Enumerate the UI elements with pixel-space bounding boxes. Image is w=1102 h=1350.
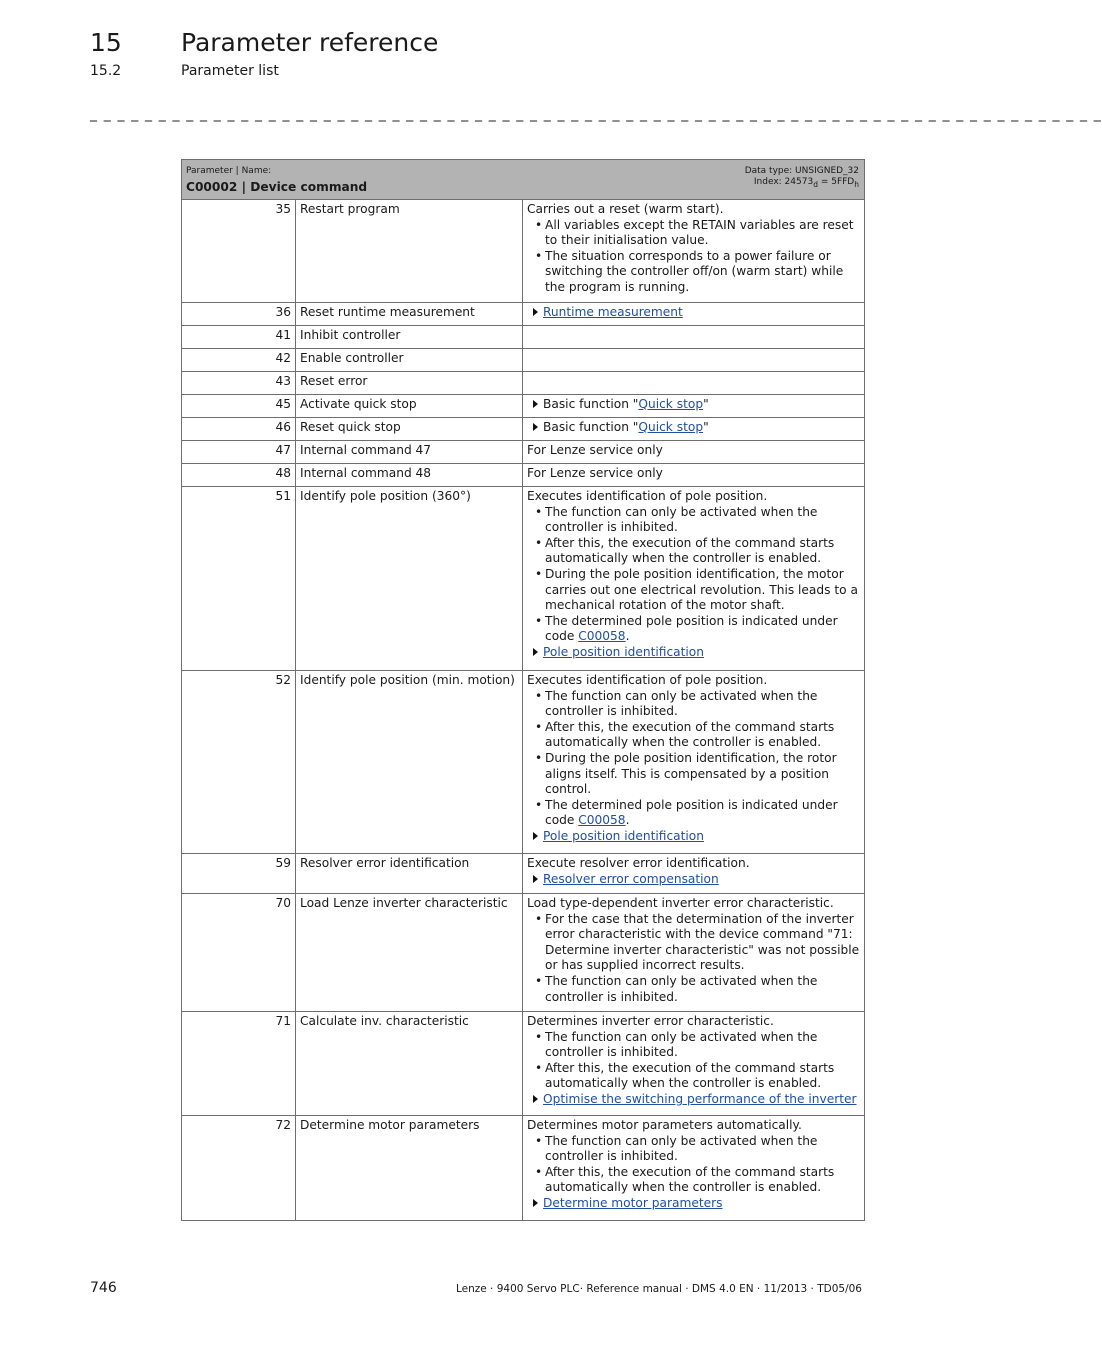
table-row [182, 303, 865, 326]
command-description [523, 326, 865, 349]
command-number: 70 [182, 894, 296, 1012]
table-header-cell [182, 160, 865, 200]
command-number: 35 [182, 200, 296, 303]
command-description [523, 418, 865, 441]
description-text: Executes identification of pole position. [527, 489, 768, 503]
table-row [182, 326, 865, 349]
command-name: Internal command 47 [296, 441, 523, 464]
index-eq: = 5FFD [817, 177, 855, 187]
reference-link[interactable]: Optimise the switching performance of the inverter [543, 1091, 857, 1106]
triangle-right-icon [533, 832, 538, 840]
command-name: Load Lenze inverter characteristic [296, 894, 523, 1012]
command-description [523, 487, 865, 671]
bullet-item [545, 614, 860, 645]
reference-link[interactable]: Resolver error compensation [543, 871, 719, 886]
command-description [523, 395, 865, 418]
cross-reference [527, 1092, 860, 1108]
bullet-list [527, 689, 860, 829]
link-prefix: Basic function " [543, 397, 639, 411]
command-description [523, 372, 865, 395]
command-description [523, 671, 865, 854]
cross-reference [527, 1196, 860, 1212]
table-row [182, 464, 865, 487]
link-prefix: Basic function " [543, 420, 639, 434]
command-number: 72 [182, 1116, 296, 1221]
command-number: 48 [182, 464, 296, 487]
command-number: 41 [182, 326, 296, 349]
triangle-right-icon [533, 648, 538, 656]
bullet-item: • The situation corresponds to a power failure or switching the controller off/on (warm start) while the program is running. [545, 249, 860, 296]
code-link[interactable]: C00058 [578, 629, 626, 644]
reference-link[interactable]: Runtime measurement [543, 305, 683, 319]
reference-link[interactable]: Quick stop [638, 397, 704, 411]
command-name: Inhibit controller [296, 326, 523, 349]
command-name: Identify pole position (min. motion) [296, 671, 523, 854]
command-number: 43 [182, 372, 296, 395]
parameter-table [181, 159, 865, 1221]
command-name: Reset error [296, 372, 523, 395]
command-number: 51 [182, 487, 296, 671]
data-type: Data type: UNSIGNED_32 [744, 166, 860, 176]
description-text: For Lenze service only [527, 443, 663, 457]
table-row [182, 487, 865, 671]
command-name: Reset runtime measurement [296, 303, 523, 326]
bullet-list [527, 1134, 860, 1196]
description-text: Execute resolver error identification. [527, 856, 750, 870]
description-text: Carries out a reset (warm start). [527, 202, 724, 216]
command-description [523, 441, 865, 464]
index-sub-d: d [813, 179, 818, 189]
param-code: C00002 | Device command [186, 180, 368, 194]
reference-link[interactable]: Pole position identification [543, 644, 704, 659]
table-header-row [182, 160, 865, 200]
triangle-right-icon [533, 1095, 538, 1103]
bullet-item [545, 798, 860, 829]
code-link[interactable]: C00058 [578, 813, 626, 828]
table-row [182, 418, 865, 441]
command-number: 46 [182, 418, 296, 441]
triangle-right-icon [533, 1199, 538, 1207]
table-row [182, 671, 865, 854]
bullet-item: • During the pole position identification, the motor carries out one electrical revolution. This leads to a mechanical rotation of the motor shaft. [545, 567, 860, 614]
index-sub-h: h [854, 179, 860, 189]
bullet-item: • The function can only be activated when the controller is inhibited. [545, 689, 860, 720]
link-suffix: " [703, 420, 709, 434]
bullet-item: • The function can only be activated when the controller is inhibited. [545, 1030, 860, 1061]
command-name: Activate quick stop [296, 395, 523, 418]
command-number: 42 [182, 349, 296, 372]
description-text: Executes identification of pole position. [527, 673, 768, 687]
bullet-item: • For the case that the determination of the inverter error characteristic with the device command "71: Determine inverter characteristic" was not possible or has supplied incorrect results. [545, 912, 860, 974]
triangle-right-icon [533, 875, 538, 883]
table-row [182, 349, 865, 372]
bullet-item: • All variables except the RETAIN variables are reset to their initialisation value. [545, 218, 860, 249]
bullet-list [527, 218, 860, 296]
bullet-item: • The function can only be activated when the controller is inhibited. [545, 974, 860, 1005]
param-label: Parameter | Name: [186, 166, 272, 176]
link-suffix: " [703, 397, 709, 411]
command-description [523, 854, 865, 894]
section-number: 15.2 [90, 63, 122, 79]
reference-link[interactable]: Pole position identification [543, 828, 704, 843]
bullet-list [527, 505, 860, 645]
command-description [523, 894, 865, 1012]
bullet-item: • The function can only be activated when the controller is inhibited. [545, 1134, 860, 1165]
footer-doc-info: Lenze · 9400 Servo PLC· Reference manual · DMS 4.0 EN · 11/2013 · TD05/06 [455, 1283, 862, 1295]
bullet-list [527, 912, 860, 1006]
table-row [182, 372, 865, 395]
cross-reference [527, 645, 860, 661]
command-name: Restart program [296, 200, 523, 303]
command-name: Calculate inv. characteristic [296, 1012, 523, 1116]
bullet-suffix: . [625, 813, 630, 828]
command-description [523, 464, 865, 487]
command-number: 52 [182, 671, 296, 854]
param-type-info [745, 166, 859, 190]
command-number: 47 [182, 441, 296, 464]
bullet-text: The determined pole position is indicated under code [545, 797, 838, 828]
table-row [182, 854, 865, 894]
cross-reference [527, 305, 860, 321]
bullet-item: • The function can only be activated when the controller is inhibited. [545, 505, 860, 536]
table-row [182, 1012, 865, 1116]
bullet-list [527, 1030, 860, 1092]
bullet-item: • After this, the execution of the command starts automatically when the controller is enabled. [545, 536, 860, 567]
bullet-text: The determined pole position is indicated under code [545, 613, 838, 644]
triangle-right-icon [533, 308, 538, 316]
page-number: 746 [90, 1280, 117, 1296]
description-text: Determines motor parameters automatically. [527, 1118, 802, 1132]
table-row [182, 441, 865, 464]
command-name: Internal command 48 [296, 464, 523, 487]
cross-reference [527, 397, 860, 413]
command-name: Enable controller [296, 349, 523, 372]
triangle-right-icon [533, 423, 538, 431]
bullet-item: • After this, the execution of the command starts automatically when the controller is enabled. [545, 1061, 860, 1092]
command-number: 36 [182, 303, 296, 326]
table-row [182, 1116, 865, 1221]
command-description [523, 349, 865, 372]
command-number: 71 [182, 1012, 296, 1116]
command-description [523, 1116, 865, 1221]
bullet-item: • After this, the execution of the command starts automatically when the controller is enabled. [545, 1165, 860, 1196]
description-text: For Lenze service only [527, 466, 663, 480]
cross-reference [527, 829, 860, 845]
section-title: Parameter list [181, 63, 279, 79]
chapter-number: 15 [90, 28, 122, 57]
bullet-item: • After this, the execution of the command starts automatically when the controller is enabled. [545, 720, 860, 751]
reference-link[interactable]: Quick stop [638, 420, 704, 434]
command-name: Determine motor parameters [296, 1116, 523, 1221]
command-number: 45 [182, 395, 296, 418]
command-description [523, 1012, 865, 1116]
command-name: Reset quick stop [296, 418, 523, 441]
cross-reference [527, 872, 860, 888]
cross-reference [527, 420, 860, 436]
description-text: Determines inverter error characteristic. [527, 1014, 774, 1028]
bullet-suffix: . [625, 629, 630, 644]
chapter-title: Parameter reference [181, 28, 439, 57]
command-description [523, 303, 865, 326]
header-separator: _ _ _ _ _ _ _ _ _ _ _ _ _ _ _ _ _ _ _ _ _ _ _ _ _ _ _ _ _ _ _ _ _ _ _ _ _ _ _ _ _ _ _ _ _ _ _ _ _ _ _ _ _ _ _ _ _ _ _ _ _ _ _ _ _ _ _ _ _ _ _ _ _ _ [90, 106, 1102, 122]
triangle-right-icon [533, 400, 538, 408]
description-text: Load type-dependent inverter error characteristic. [527, 896, 834, 910]
command-name: Resolver error identification [296, 854, 523, 894]
command-name: Identify pole position (360°) [296, 487, 523, 671]
param-index [745, 177, 859, 190]
table-row [182, 894, 865, 1012]
command-description [523, 200, 865, 303]
index-prefix: Index: 24573 [753, 177, 814, 187]
table-row [182, 200, 865, 303]
command-number: 59 [182, 854, 296, 894]
table-row [182, 395, 865, 418]
bullet-item: • During the pole position identification, the rotor aligns itself. This is compensated by a position control. [545, 751, 860, 798]
reference-link[interactable]: Determine motor parameters [543, 1195, 723, 1210]
